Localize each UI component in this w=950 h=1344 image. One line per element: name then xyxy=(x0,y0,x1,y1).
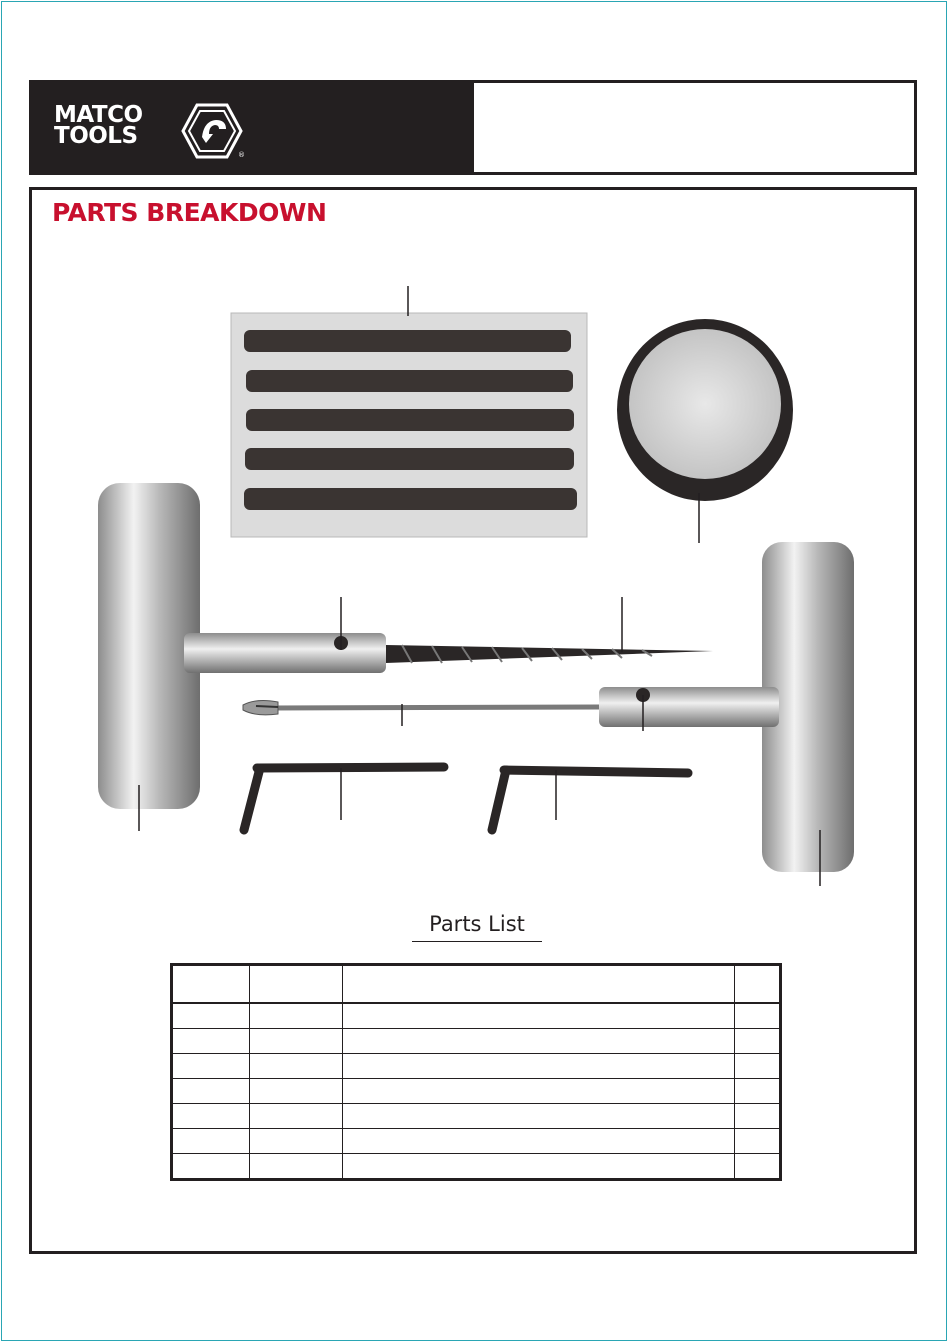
table-cell xyxy=(342,1003,734,1029)
table-cell xyxy=(172,1104,250,1129)
table-cell xyxy=(172,1029,250,1054)
hex-key-icon xyxy=(492,770,688,830)
insert-needle-tool-icon xyxy=(243,542,854,872)
registered-mark: ® xyxy=(238,151,245,159)
table-cell xyxy=(342,1029,734,1054)
table-cell xyxy=(172,965,250,1004)
section-title: PARTS BREAKDOWN xyxy=(52,198,327,227)
parts-list-table xyxy=(170,963,782,1181)
brand-logo-text xyxy=(54,102,143,149)
table-cell xyxy=(342,1079,734,1104)
table-cell xyxy=(342,1054,734,1079)
hexagon-logo-icon xyxy=(182,103,244,159)
table-cell xyxy=(172,1079,250,1104)
parts-list-heading: Parts List xyxy=(412,912,542,942)
table-cell xyxy=(734,1079,780,1104)
table-cell xyxy=(734,1129,780,1154)
table-cell xyxy=(250,1054,342,1079)
table-cell xyxy=(342,1154,734,1180)
table-cell xyxy=(250,1129,342,1154)
table-cell xyxy=(342,1104,734,1129)
table-cell xyxy=(172,1154,250,1180)
table-cell xyxy=(250,965,342,1004)
table-cell xyxy=(250,1154,342,1180)
table-cell xyxy=(734,1029,780,1054)
hex-key-icon xyxy=(244,767,444,830)
table-cell xyxy=(250,1003,342,1029)
table-cell xyxy=(342,1129,734,1154)
logo-line-matco: MATCO xyxy=(54,102,143,128)
table-cell xyxy=(734,1104,780,1129)
header-title-area xyxy=(474,83,914,172)
table-cell xyxy=(734,1003,780,1029)
parts-diagram xyxy=(32,190,914,900)
table-row xyxy=(172,1154,781,1180)
table-row xyxy=(172,1029,781,1054)
table-cell xyxy=(250,1079,342,1104)
table-cell xyxy=(734,1154,780,1180)
logo-line-tools: TOOLS xyxy=(54,123,138,149)
table-cell xyxy=(250,1029,342,1054)
repair-plug-strips-icon xyxy=(231,313,587,537)
table-cell xyxy=(734,965,780,1004)
header-bar xyxy=(29,80,917,175)
table-cell xyxy=(734,1054,780,1079)
table-header-row xyxy=(172,965,781,1004)
table-row xyxy=(172,1079,781,1104)
table-row xyxy=(172,1054,781,1079)
table-row xyxy=(172,1104,781,1129)
table-row xyxy=(172,1003,781,1029)
brand-block xyxy=(32,83,474,172)
table-cell xyxy=(172,1003,250,1029)
table-cell xyxy=(342,965,734,1004)
table-cell xyxy=(172,1054,250,1079)
table-cell xyxy=(250,1104,342,1129)
table-cell xyxy=(172,1129,250,1154)
parts-breakdown-panel xyxy=(29,187,917,1254)
rubber-cement-tin-icon xyxy=(617,319,793,501)
table-row xyxy=(172,1129,781,1154)
